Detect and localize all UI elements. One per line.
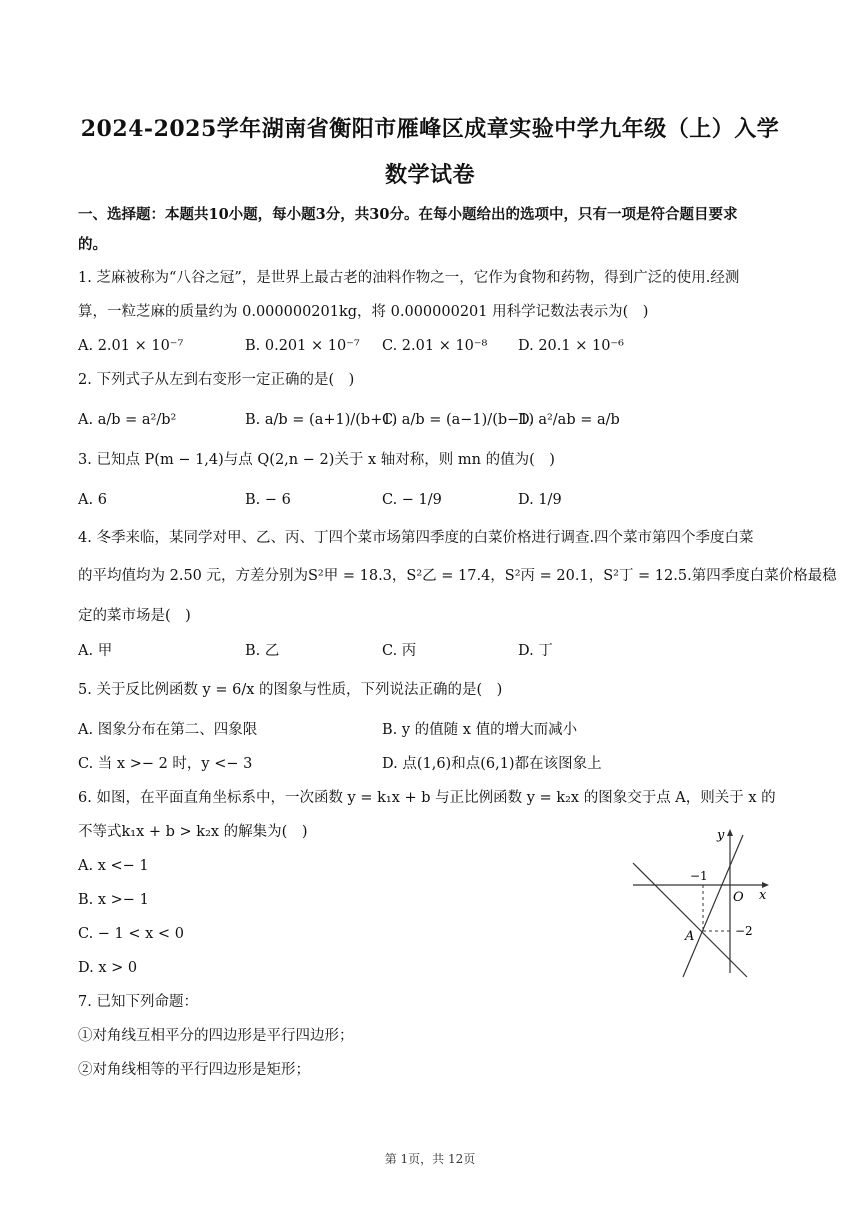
q6-option-d: D. x > 0 (78, 960, 138, 976)
q1-option-d: D. 20.1 × 10⁻⁶ (518, 338, 624, 354)
q4-option-a: A. 甲 (78, 643, 113, 659)
label-a: A (685, 929, 695, 944)
q5-stem: 5. 关于反比例函数 y = 6/x 的图象与性质，下列说法正确的是( ) (78, 682, 503, 698)
q6-coordinate-figure (625, 825, 775, 980)
exam-title-line2: 数学试卷 (384, 162, 475, 188)
q2-stem: 2. 下列式子从左到右变形一定正确的是( ) (78, 372, 355, 388)
q6-option-a: A. x <− 1 (78, 858, 149, 874)
label-origin: O (733, 890, 744, 905)
q2-option-d: D. a²/ab = a/b (518, 412, 620, 428)
page-footer: 第 1页，共 12页 (384, 1152, 476, 1166)
q4-stem-line2: 的平均值均为 2.50 元，方差分别为S²甲 = 18.3，S²乙 = 17.4，S²丙 = 20.1，S²丁 = 12.5.第四季度白菜价格最稳 (78, 568, 837, 584)
y-axis-arrow-icon (727, 829, 733, 836)
q3-option-c: C. − 1/9 (382, 492, 442, 508)
q6-stem-line1: 6. 如图，在平面直角坐标系中，一次函数 y = k₁x + b 与正比例函数 y = k₂x 的图象交于点 A，则关于 x 的 (78, 790, 776, 806)
q3-stem: 3. 已知点 P(m − 1,4)与点 Q(2,n − 2)关于 x 轴对称，则 mn 的值为( ) (78, 452, 555, 468)
q7-item-2: ②对角线相等的平行四边形是矩形； (78, 1062, 310, 1078)
q3-option-b: B. − 6 (245, 492, 291, 508)
q1-stem-line1: 1. 芝麻被称为“八谷之冠”，是世界上最古老的油料作物之一，它作为食物和药物，得到广泛的使用.经测 (78, 270, 740, 286)
q6-stem-line2: 不等式k₁x + b > k₂x 的解集为( ) (78, 824, 308, 840)
q7-item-1: ①对角线互相平分的四边形是平行四边形； (78, 1028, 354, 1044)
q4-option-c: C. 丙 (382, 643, 417, 659)
q4-stem-line3: 定的菜市场是( ) (78, 608, 191, 624)
q5-option-c: C. 当 x >− 2 时，y <− 3 (78, 756, 253, 772)
label-neg1: −1 (690, 869, 708, 883)
label-y: y (717, 828, 725, 843)
q3-option-a: A. 6 (78, 492, 107, 508)
q5-option-d: D. 点(1,6)和点(6,1)都在该图象上 (382, 756, 602, 772)
q5-option-b: B. y 的值随 x 值的增大而减小 (382, 722, 578, 738)
exam-title-line1: 2024-2025学年湖南省衡阳市雁峰区成章实验中学九年级（上）入学 (80, 116, 780, 142)
section-heading-cont: 的。 (78, 236, 107, 253)
q4-option-d: D. 丁 (518, 643, 553, 659)
q2-option-a: A. a/b = a²/b² (78, 412, 177, 428)
q1-option-c: C. 2.01 × 10⁻⁸ (382, 338, 488, 354)
section-heading: 一、选择题：本题共10小题，每小题3分，共30分。在每小题给出的选项中，只有一项是符合题目要求 (78, 206, 738, 223)
label-x: x (759, 888, 767, 903)
q1-option-a: A. 2.01 × 10⁻⁷ (78, 338, 184, 354)
q5-option-a: A. 图象分布在第二、四象限 (78, 722, 258, 738)
q1-stem-line2: 算，一粒芝麻的质量约为 0.000000201kg，将 0.000000201 用科学记数法表示为( ) (78, 304, 649, 320)
q3-option-d: D. 1/9 (518, 492, 562, 508)
q2-option-c: C. a/b = (a−1)/(b−1) (382, 412, 535, 428)
label-neg2: −2 (735, 924, 753, 938)
q4-stem-line1: 4. 冬季来临，某同学对甲、乙、丙、丁四个菜市场第四季度的白菜价格进行调查.四个菜市第四个季度白菜 (78, 530, 754, 546)
q6-option-c: C. − 1 < x < 0 (78, 926, 184, 942)
q4-option-b: B. 乙 (245, 643, 280, 659)
q6-option-b: B. x >− 1 (78, 892, 149, 908)
q7-stem: 7. 已知下列命题： (78, 994, 198, 1010)
q1-option-b: B. 0.201 × 10⁻⁷ (245, 338, 360, 354)
q2-option-b: B. a/b = (a+1)/(b+1) (245, 412, 398, 428)
line-k2x (683, 835, 743, 977)
